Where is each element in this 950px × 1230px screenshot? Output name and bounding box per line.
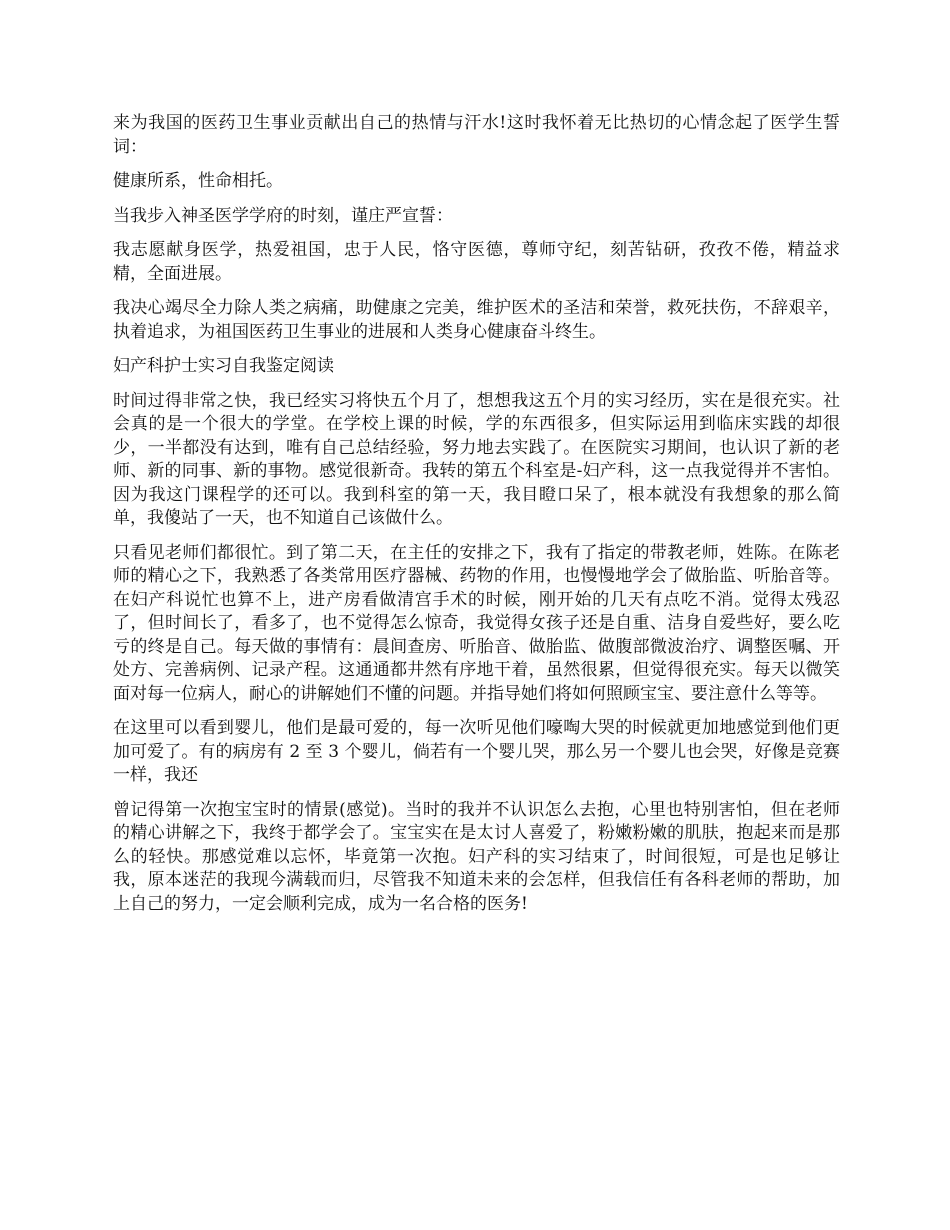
paragraph-oath-intro: 来为我国的医药卫生事业贡献出自己的热情与汗水!这时我怀着无比热切的心情念起了医学生誓词： — [113, 113, 840, 157]
paragraph-internship-3: 在这里可以看到婴儿，他们是最可爱的，每一次听见他们嚎啕大哭的时候就更加地感觉到他们更加可爱了。有的病房有 2 至 3 个婴儿，倘若有一个婴儿哭，那么另一个婴儿也会哭，好像是竞赛一样，我还 — [113, 718, 840, 785]
paragraph-oath-line-4: 我决心竭尽全力除人类之病痛，助健康之完美，维护医术的圣洁和荣誉，救死扶伤，不辞艰辛，执着追求，为祖国医药卫生事业的进展和人类身心健康奋斗终生。 — [113, 298, 840, 342]
paragraph-internship-1: 时间过得非常之快，我已经实习将快五个月了，想想我这五个月的实习经历，实在是很充实。社会真的是一个很大的学堂。在学校上课的时候，学的东西很多，但实际运用到临床实践的却很少，一半都没有达到，唯有自己总结经验，努力地去实践了。在医院实习期间，也认识了新的老师、新的同事、新的事物。感觉很新奇。我转的第五个科室是-妇产科，这一点我觉得并不害怕。因为我这门课程学的还可以。我到科室的第一天，我目瞪口呆了，根本就没有我想象的那么简单，我傻站了一天，也不知道自己该做什么。 — [113, 390, 840, 528]
section-heading: 妇产科护士实习自我鉴定阅读 — [113, 356, 334, 376]
paragraph-oath-line-2: 当我步入神圣医学学府的时刻，谨庄严宣誓： — [113, 205, 453, 226]
paragraph-oath-line-3: 我志愿献身医学，热爱祖国，忠于人民，恪守医德，尊师守纪，刻苦钻研，孜孜不倦，精益求精，全面进展。 — [113, 240, 840, 284]
paragraph-internship-4: 曾记得第一次抱宝宝时的情景(感觉)。当时的我并不认识怎么去抱，心里也特别害怕，但在老师的精心讲解之下，我终于都学会了。宝宝实在是太讨人喜爱了，粉嫩粉嫩的肌肤，抱起来而是那么的轻快。那感觉难以忘怀，毕竟第一次抱。妇产科的实习结束了，时间很短，可是也足够让我，原本迷茫的我现今满载而归，尽管我不知道未来的会怎样，但我信任有各科老师的帮助，加上自己的努力，一定会顺利完成，成为一名合格的医务! — [113, 799, 840, 914]
paragraph-internship-2: 只看见老师们都很忙。到了第二天，在主任的安排之下，我有了指定的带教老师，姓陈。在陈老师的精心之下，我熟悉了各类常用医疗器械、药物的作用，也慢慢地学会了做胎监、听胎音等。在妇产科说忙也算不上，进产房看做清宫手术的时候，刚开始的几天有点吃不消。觉得太残忍了，但时间长了，看多了，也不觉得怎么惊奇，我觉得女孩子还是自重、洁身自爱些好，要么吃亏的终是自己。每天做的事情有：晨间查房、听胎音、做胎监、做腹部微波治疗、调整医嘱、开处方、完善病例、记录产程。这通通都井然有序地干着，虽然很累，但觉得很充实。每天以微笑面对每一位病人，耐心的讲解她们不懂的问题。并指导她们将如何照顾宝宝、要注意什么等等。 — [113, 542, 840, 704]
paragraph-oath-line-1: 健康所系，性命相托。 — [113, 171, 283, 191]
document-body — [113, 112, 840, 927]
